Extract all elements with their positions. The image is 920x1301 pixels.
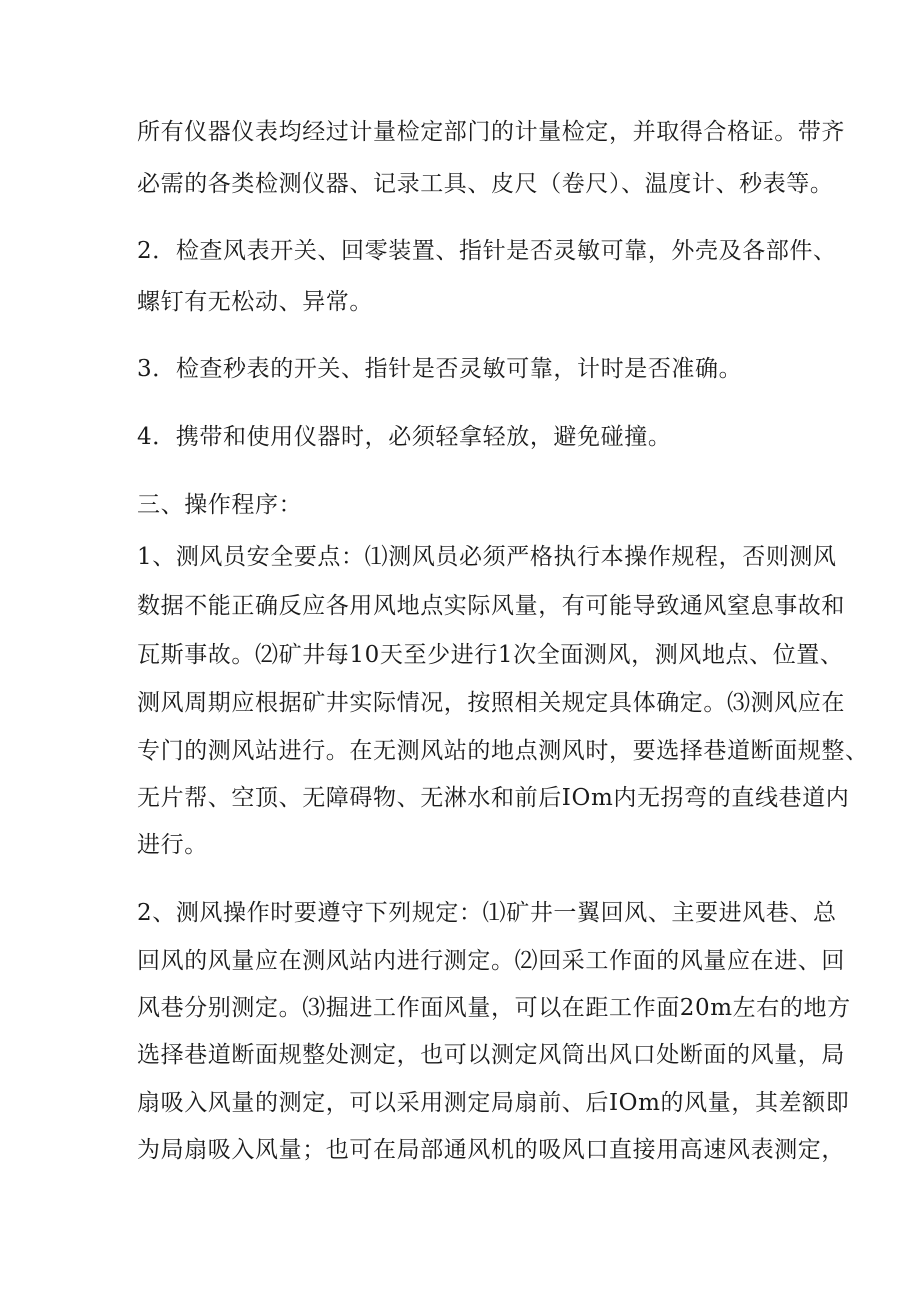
para2-line-2: 回风的风量应在测风站内进行测定。⑵回采工作面的风量应在进、回 [137, 948, 845, 974]
section-heading: 三、操作程序： [137, 492, 303, 518]
para2-line-5: 扇吸入风量的测定，可以采用测定局扇前、后IOm的风量，其差额即 [137, 1090, 850, 1116]
para2-line-1: 2、测风操作时要遵守下列规定：⑴矿井一翼回风、主要进风巷、总 [137, 900, 837, 926]
para1-line-3: 瓦斯事故。⑵矿井每10天至少进行1次全面测风，测风地点、位置、 [137, 642, 844, 668]
para1-line-6: 无片帮、空顶、无障碍物、无淋水和前后IOm内无拐弯的直线巷道内 [137, 785, 850, 811]
para2-line-3: 风巷分别测定。⑶掘进工作面风量，可以在距工作面20m左右的地方 [137, 995, 851, 1021]
para1-line-1: 1、测风员安全要点：⑴测风员必须严格执行本操作规程，否则测风 [137, 544, 837, 570]
item2-line-2: 螺钉有无松动、异常。 [137, 289, 373, 315]
para1-line-5: 专门的测风站进行。在无测风站的地点测风时，要选择巷道断面规整、 [137, 738, 869, 764]
item2-line-1: 2．检查风表开关、回零装置、指针是否灵敏可靠，外壳及各部件、 [137, 238, 837, 264]
item4-line: 4．携带和使用仪器时，必须轻拿轻放，避免碰撞。 [137, 424, 672, 450]
para2-line-4: 选择巷道断面规整处测定，也可以测定风筒出风口处断面的风量，局 [137, 1042, 845, 1068]
para1-line-4: 测风周期应根据矿井实际情况，按照相关规定具体确定。⑶测风应在 [137, 690, 845, 716]
para2-line-6: 为局扇吸入风量；也可在局部通风机的吸风口直接用高速风表测定， [137, 1137, 845, 1163]
para1-line-2: 数据不能正确反应各用风地点实际风量，有可能导致通风窒息事故和 [137, 593, 845, 619]
item3-line: 3．检查秒表的开关、指针是否灵敏可靠，计时是否准确。 [137, 356, 743, 382]
intro-line-1: 所有仪器仪表均经过计量检定部门的计量检定，并取得合格证。带齐 [137, 119, 845, 145]
para1-line-7: 进行。 [137, 832, 208, 858]
intro-line-2: 必需的各类检测仪器、记录工具、皮尺（卷尺）、温度计、秒表等。 [137, 171, 834, 197]
